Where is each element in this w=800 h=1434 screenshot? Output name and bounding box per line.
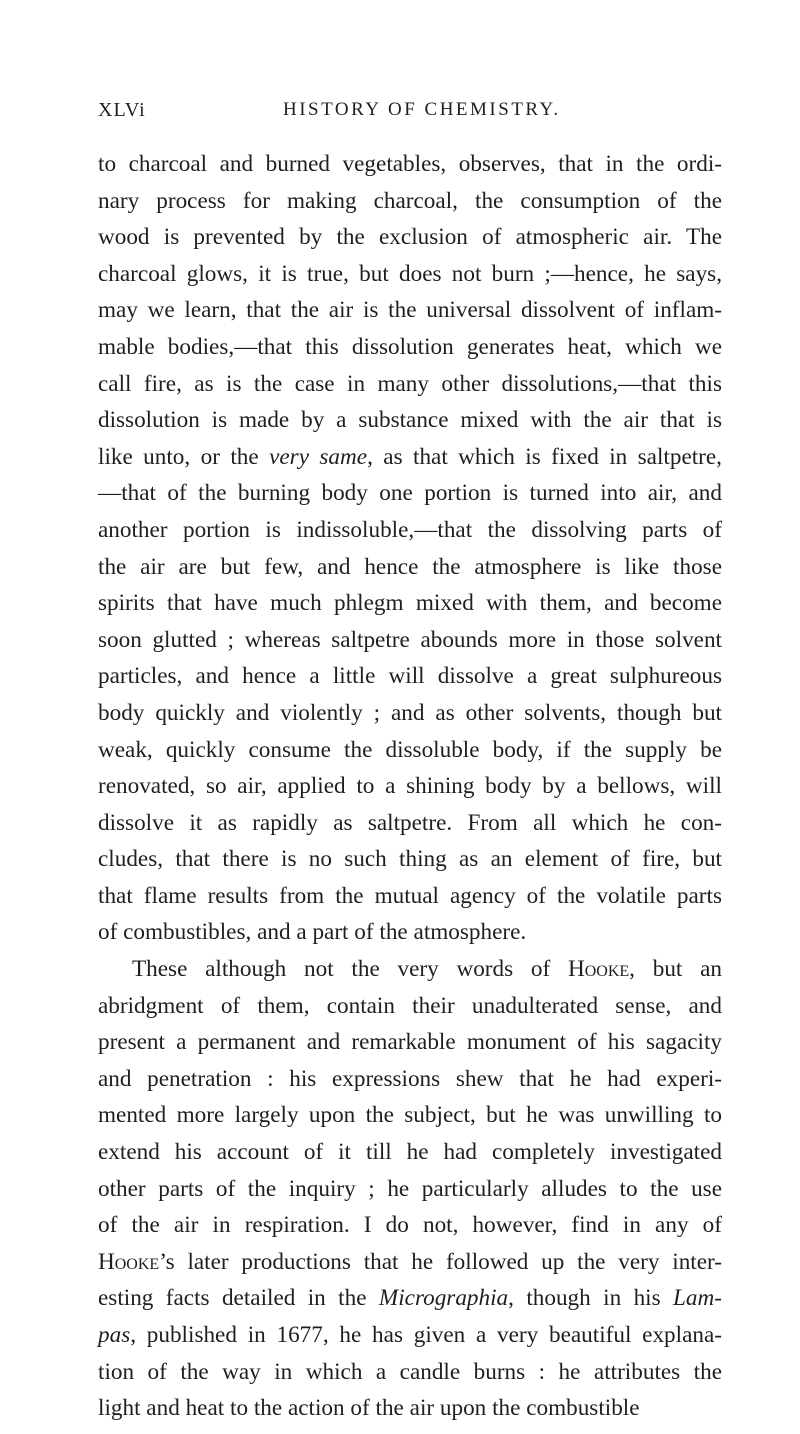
text-segment: ’s later productions that he followed up the very inter- (159, 1248, 722, 1275)
text-segment: , but an (629, 956, 723, 983)
italic-title: Lam- (673, 1285, 722, 1312)
text-line: present a permanent and remarkable monument of his sagacity (98, 1029, 722, 1056)
text-line (98, 1280, 722, 1317)
body-text (98, 146, 722, 1427)
text-segment: , published in 1677, he has given a very beautiful explana- (130, 1322, 722, 1348)
text-line: to charcoal and burned vegetables, observes, that in the ordi- (98, 151, 722, 177)
text-line: wood is prevented by the exclusion of atmospheric air. The (98, 224, 722, 251)
text-line: tion of the way in which a candle burns : he attributes the (98, 1358, 722, 1385)
text-line: call fire, as is the case in many other dissolutions,—that this (98, 370, 722, 397)
text-line: nary process for making charcoal, the consumption of the (98, 187, 722, 214)
text-line: dissolve it as rapidly as saltpetre. From all which he con- (98, 809, 722, 836)
text-segment: These although not the very words of (132, 956, 568, 983)
small-caps-name: Hooke (567, 956, 630, 983)
small-caps-name: Hooke (98, 1248, 160, 1275)
text-line: dissolution is made by a substance mixed with the air that is (98, 407, 722, 434)
text-line: that flame results from the mutual agency of the volatile parts (98, 882, 722, 909)
text-line (98, 951, 722, 988)
text-line: may we learn, that the air is the universal dissolvent of inflam- (98, 297, 722, 324)
text-line: soon glutted ; whereas saltpetre abounds more in those solvent (98, 626, 722, 653)
text-segment: esting facts detailed in the (98, 1285, 379, 1312)
text-line: the air are but few, and hence the atmosphere is like those (98, 553, 722, 580)
italic-title: Micrographia (378, 1285, 509, 1312)
text-segment: like unto, or the (98, 443, 270, 470)
text-line: renovated, so air, applied to a shining body by a bellows, will (98, 773, 722, 800)
text-line: another portion is indissoluble,—that the dissolving parts of (98, 516, 722, 543)
text-line (98, 1244, 722, 1281)
text-line: charcoal glows, it is true, but does not burn ;—hence, he says, (98, 260, 722, 287)
text-segment: , though in his (508, 1285, 674, 1312)
text-line: cludes, that there is no such thing as an element of fire, but (98, 846, 722, 873)
text-line (98, 439, 722, 476)
running-head: HISTORY OF CHEMISTRY. (283, 99, 561, 120)
text-line: particles, and hence a little will dissolve a great sulphureous (98, 663, 722, 690)
text-segment: , as that which is fixed in saltpetre, (367, 443, 722, 470)
text-line: other parts of the inquiry ; he particularly alludes to the use (98, 1175, 722, 1202)
page-number: XLVi (98, 99, 146, 121)
text-line (98, 1317, 722, 1354)
text-line: mented more largely upon the subject, but he was unwilling to (98, 1102, 722, 1129)
text-line: of combustibles, and a part of the atmosphere. (98, 919, 527, 946)
text-line: of the air in respiration. I do not, however, find in any of (98, 1212, 722, 1239)
text-line: and penetration : his expressions shew that he had experi- (98, 1065, 722, 1092)
italic-phrase: very same (269, 443, 368, 470)
italic-title: pas (98, 1322, 131, 1348)
page-header (98, 99, 722, 129)
text-line: body quickly and violently ; and as other solvents, though but (98, 699, 722, 726)
text-line: abridgment of them, contain their unadulterated sense, and (98, 992, 722, 1019)
text-line: —that of the burning body one portion is turned into air, and (98, 480, 722, 507)
text-line: extend his account of it till he had completely investigated (98, 1139, 722, 1166)
text-line: spirits that have much phlegm mixed with them, and become (98, 590, 722, 617)
text-line: light and heat to the action of the air upon the combustible (98, 1395, 640, 1422)
text-line: weak, quickly consume the dissoluble body, if the supply be (98, 736, 722, 763)
text-line: mable bodies,—that this dissolution generates heat, which we (98, 333, 722, 360)
